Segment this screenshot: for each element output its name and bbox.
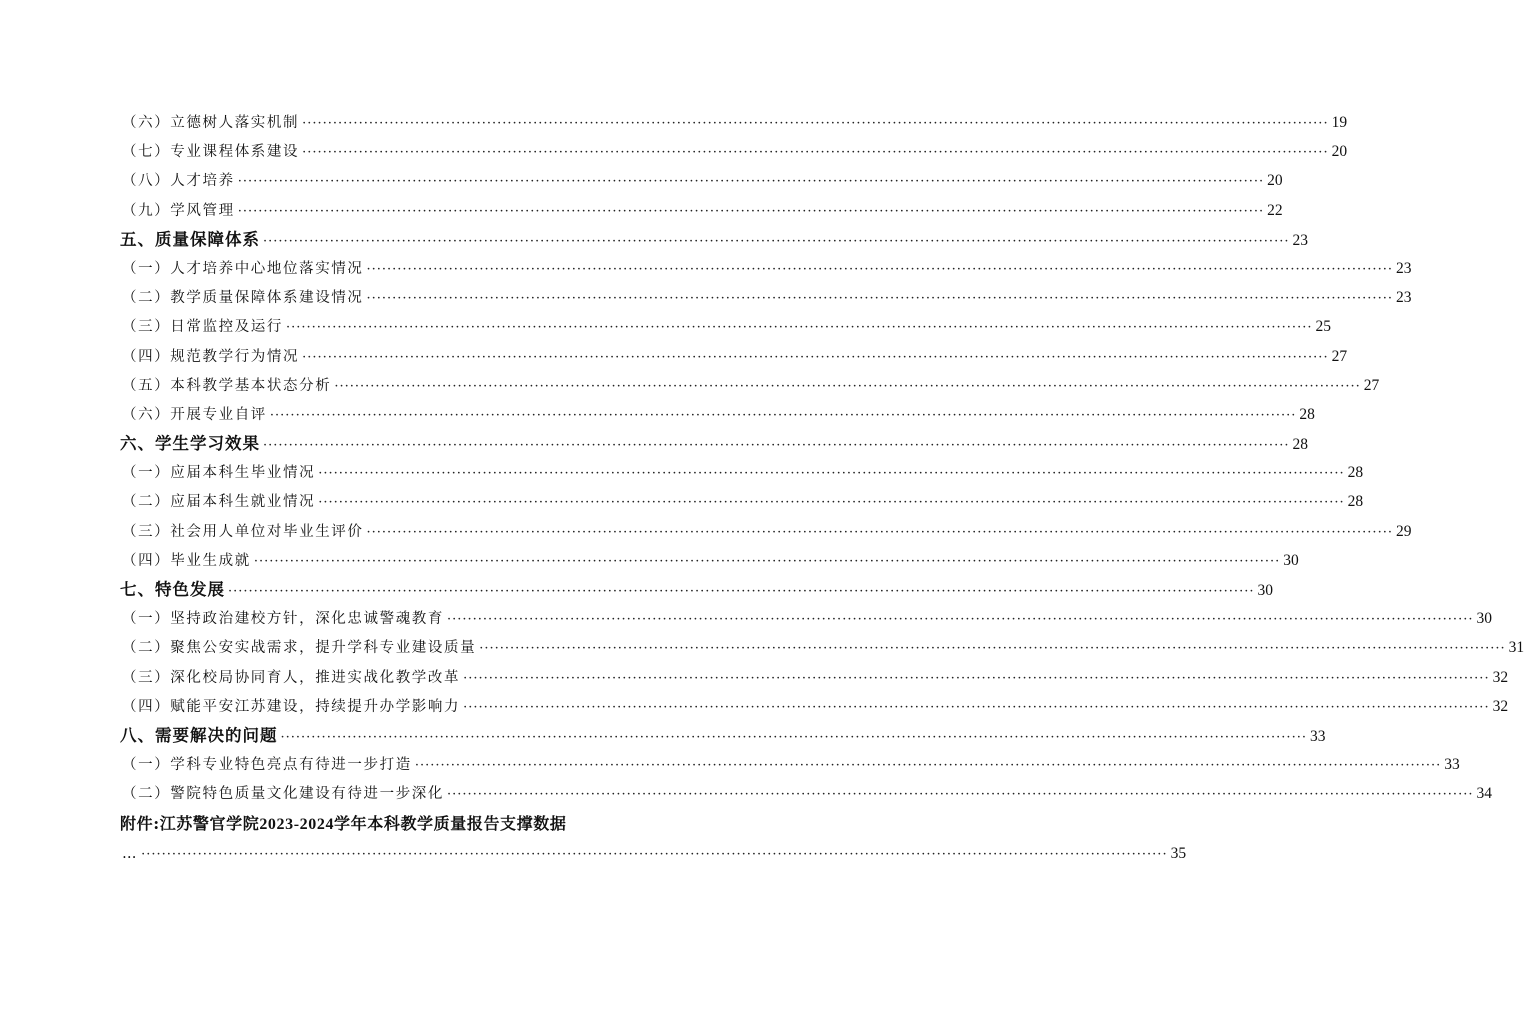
toc-entry[interactable] [120,604,1492,633]
appendix-year: 2023-2024 [259,815,335,833]
toc-page-number: 25 [1315,318,1331,336]
toc-entry[interactable] [120,108,1348,137]
toc-leader-dots: ········································································································································································································ [269,407,1297,423]
toc-entry-label: （九）学风管理 [122,202,235,219]
toc-entry-label: （三）日常监控及运行 [122,319,283,336]
toc-entry-label: （六）开展专业自评 [122,406,267,423]
toc-entry[interactable] [120,371,1380,400]
toc-leader-dots: ········································································································································································································ [302,349,1329,365]
toc-entry[interactable] [120,254,1412,283]
toc-entry-label: （四）赋能平安江苏建设，持续提升办学影响力 [122,698,461,715]
toc-leader-dots: ········································································································································································································ [447,612,1474,628]
toc-leader-dots: ········································································································································································································ [318,466,1345,482]
toc-page-number: 30 [1257,582,1273,599]
toc-leader-dots: ········································································································································································································ [302,145,1329,161]
toc-page-number: 28 [1347,493,1364,511]
toc-page-number: 19 [1331,114,1348,131]
toc-entry[interactable] [120,400,1315,429]
toc-page-number: 29 [1395,522,1412,540]
toc-entry-label: 六、学生学习效果 [120,434,260,454]
toc-entry-label: （七）专业课程体系建设 [122,144,300,161]
toc-entry[interactable] [120,546,1299,575]
toc-entry[interactable] [120,196,1283,225]
toc-entry-label: （三）社会用人单位对毕业生评价 [122,523,364,540]
toc-leader-dots: ········································································································································································································ [228,584,1255,599]
toc-entry[interactable] [120,779,1492,808]
toc-leader-dots: ········································································································································································································ [447,787,1474,803]
toc-leader-dots: ········································································································································································································ [286,320,1313,336]
toc-section-heading[interactable] [120,225,1308,254]
toc-entry-label: （四）毕业生成就 [122,552,251,569]
toc-section-heading[interactable] [120,429,1308,458]
toc-leader-dots: ········································································································································································································ [479,641,1506,657]
toc-entry-label: （一）坚持政治建校方针，深化忠诚警魂教育 [122,611,444,628]
toc-page-number: 23 [1395,259,1412,277]
toc-appendix-title[interactable] [120,809,612,839]
toc-appendix-continuation[interactable] [120,839,1187,868]
toc-page-number: 32 [1492,697,1509,715]
toc-leader-dots: ········································································································································································································ [263,233,1290,249]
toc-entry[interactable] [120,750,1460,779]
toc-leader-dots: ········································································································································································································ [463,699,1490,715]
toc-page-number: 27 [1331,347,1348,365]
toc-page-number: 32 [1492,668,1509,686]
toc-section-heading[interactable] [120,721,1326,750]
toc-entry-label: （一）人才培养中心地位落实情况 [122,260,364,277]
toc-page-number: 34 [1476,785,1492,803]
toc-page-number: 23 [1395,289,1412,307]
toc-entry[interactable] [120,137,1348,166]
toc-page-number: 31 [1508,639,1524,657]
toc-entry-label: 八、需要解决的问题 [120,725,278,745]
toc-leader-dots: ········································································································································································································ [141,846,1168,862]
toc-page-number: 27 [1363,376,1380,394]
toc-page-number: 30 [1476,610,1492,628]
toc-entry[interactable] [120,633,1524,662]
toc-entry[interactable] [120,663,1509,692]
toc-leader-dots: ········································································································································································································ [280,729,1307,745]
toc-page-number: 33 [1444,756,1460,774]
toc-page-number: 35 [1170,844,1187,862]
toc-entry-label: 五、质量保障体系 [120,229,260,249]
toc-entry-label: （六）立德树人落实机制 [122,115,300,131]
toc-leader-dots: ········································································································································································································ [366,261,1393,277]
toc-page-number: 23 [1292,231,1308,249]
table-of-contents [120,108,1524,868]
toc-entry-label: （二）教学质量保障体系建设情况 [122,290,364,307]
toc-entry[interactable] [120,312,1331,341]
toc-entry-label: （三）深化校局协同育人，推进实战化教学改革 [122,669,461,686]
toc-entry[interactable] [120,342,1348,371]
toc-entry[interactable] [120,692,1509,721]
toc-page-number: 28 [1299,405,1315,423]
appendix-continuation-mark: … [122,845,139,862]
toc-entry[interactable] [120,166,1283,195]
toc-entry-label: （八）人才培养 [122,173,235,190]
toc-page-number: 30 [1283,551,1299,569]
toc-page-number: 28 [1347,464,1364,482]
toc-leader-dots: ········································································································································································································ [237,203,1265,219]
toc-leader-dots: ········································································································································································································ [263,438,1290,454]
toc-page-number: 28 [1292,436,1308,454]
toc-entry[interactable] [120,458,1364,487]
toc-entry-label: （四）规范教学行为情况 [122,348,300,365]
toc-entry-label: （五）本科教学基本状态分析 [122,377,332,394]
toc-entry-label: （二）警院特色质量文化建设有待进一步深化 [122,786,444,803]
toc-page-number: 33 [1309,727,1326,745]
toc-leader-dots: ········································································································································································································ [253,553,1281,569]
toc-leader-dots: ········································································································································································································ [237,174,1265,190]
toc-leader-dots: ········································································································································································································ [366,291,1393,307]
toc-entry-label: （二）聚焦公安实战需求，提升学科专业建设质量 [122,640,477,657]
appendix-suffix: 学年本科教学质量报告支撑数据 [334,813,567,833]
toc-page-number: 20 [1331,143,1348,161]
toc-leader-dots: ········································································································································································································ [302,116,1329,131]
toc-leader-dots: ········································································································································································································ [334,378,1361,394]
toc-leader-dots: ········································································································································································································ [414,758,1442,774]
toc-entry-label: （二）应届本科生就业情况 [122,494,316,511]
toc-leader-dots: ········································································································································································································ [318,495,1345,511]
toc-section-heading[interactable] [120,575,1273,604]
toc-entries [120,108,1524,809]
toc-entry[interactable] [120,487,1364,516]
toc-leader-dots: ········································································································································································································ [463,670,1490,686]
toc-entry-label: （一）学科专业特色亮点有待进一步打造 [122,757,412,774]
toc-page-number: 20 [1267,172,1283,190]
appendix-prefix: 附件:江苏警官学院 [120,813,260,833]
toc-leader-dots: ········································································································································································································ [366,524,1393,540]
toc-entry-label: （一）应届本科生毕业情况 [122,465,316,482]
toc-page-number: 22 [1267,201,1283,219]
toc-entry[interactable] [120,283,1412,312]
toc-entry-label: 七、特色发展 [120,580,225,599]
toc-entry[interactable] [120,517,1412,546]
